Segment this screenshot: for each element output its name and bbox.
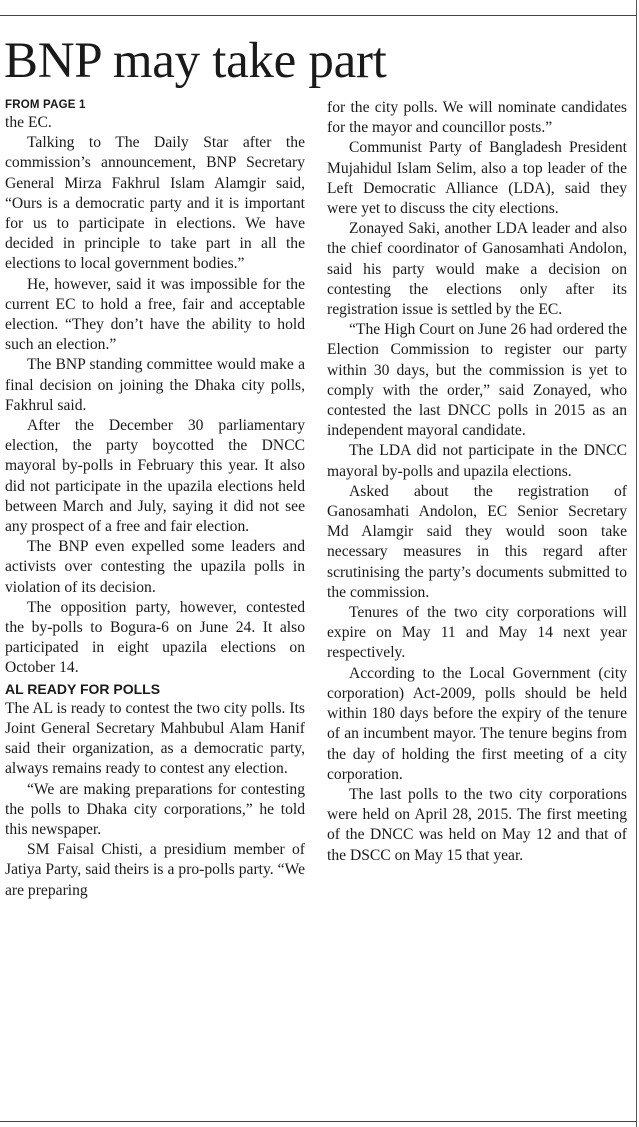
- article-paragraph: Asked about the registration of Ganosamhati Andolon, EC Senior Secretary Md Alamgir said they would soon take necessary measures in this regard after scrutinising the party’s documents submitted to the commission.: [327, 482, 627, 601]
- article-paragraph: After the December 30 parliamentary election, the party boycotted the DNCC mayoral by-polls in February this year. It also did not participate in the upazila elections held between March and July, saying it did not see any prospect of a free and fair election.: [5, 417, 305, 536]
- article-paragraph: for the city polls. We will nominate candidates for the mayor and councillor posts.”: [327, 99, 627, 137]
- article-paragraph: the EC.: [5, 114, 52, 131]
- article-paragraph: SM Faisal Chisti, a presidium member of Jatiya Party, said theirs is a pro-polls party. “We are preparing: [5, 841, 305, 899]
- article-paragraph: Zonayed Saki, another LDA leader and also the chief coordinator of Ganosamhati Andolon, said his party would make a decision on contesting the elections only after its registration issue is settled by the EC.: [327, 220, 627, 319]
- right-border: [636, 0, 637, 1127]
- bottom-rule: [0, 1121, 637, 1122]
- article-paragraph: “The High Court on June 26 had ordered the Election Commission to register our party within 30 days, but the commission is yet to comply with the order,” said Zonayed, who contested the last DNCC polls in 2015 as an independent mayoral candidate.: [327, 321, 628, 440]
- article-paragraph: The opposition party, however, contested the by-polls to Bogura-6 on June 24. It also participated in eight upazila elections on October 14.: [5, 598, 305, 677]
- section-subhead: AL READY FOR POLLS: [5, 680, 161, 697]
- article-paragraph: The LDA did not participate in the DNCC mayoral by-polls and upazila elections.: [327, 442, 627, 480]
- article-paragraph: The BNP even expelled some leaders and activists over contesting the upazila polls in violation of its decision.: [5, 538, 305, 596]
- article-paragraph: He, however, said it was impossible for the current EC to hold a free, fair and acceptable election. “They don’t have the ability to hold such an election.”: [5, 275, 305, 354]
- right-column: [327, 98, 627, 866]
- article-paragraph: Tenures of the two city corporations will expire on May 11 and May 14 next year respectively.: [327, 604, 627, 662]
- article-paragraph: The AL is ready to contest the two city polls. Its Joint General Secretary Mahbubul Alam Hanif said their organization, as a democratic party, always remains ready to contest any election.: [5, 699, 305, 778]
- kicker-from-page: FROM PAGE 1: [5, 99, 86, 111]
- article-paragraph: “We are making preparations for contesting the polls to Dhaka city corporations,” he told this newspaper.: [5, 780, 305, 838]
- article-paragraph: The last polls to the two city corporations were held on April 28, 2015. The first meeting of the DNCC was held on May 12 and that of the DSCC on May 15 that year.: [327, 785, 627, 864]
- article-paragraph: According to the Local Government (city corporation) Act-2009, polls should be held within 180 days before the expiry of the tenure of an incumbent mayor. The tenure begins from the day of holding the first meeting of a city corporation.: [327, 664, 627, 783]
- headline: BNP may take part: [4, 33, 387, 89]
- article-paragraph: Communist Party of Bangladesh President Mujahidul Islam Selim, also a top leader of the Left Democratic Alliance (LDA), said they were yet to discuss the city elections.: [327, 139, 627, 218]
- left-column: [5, 98, 305, 901]
- top-rule: [0, 15, 636, 16]
- article-paragraph: The BNP standing committee would make a final decision on joining the Dhaka city polls, Fakhrul said.: [5, 356, 305, 414]
- article-paragraph: Talking to The Daily Star after the commission’s announcement, BNP Secretary General Mirza Fakhrul Islam Alamgir said, “Ours is a democratic party and it is important for us to participate in elections. We have decided in principle to take part in all the elections to local government bodies.”: [5, 134, 305, 273]
